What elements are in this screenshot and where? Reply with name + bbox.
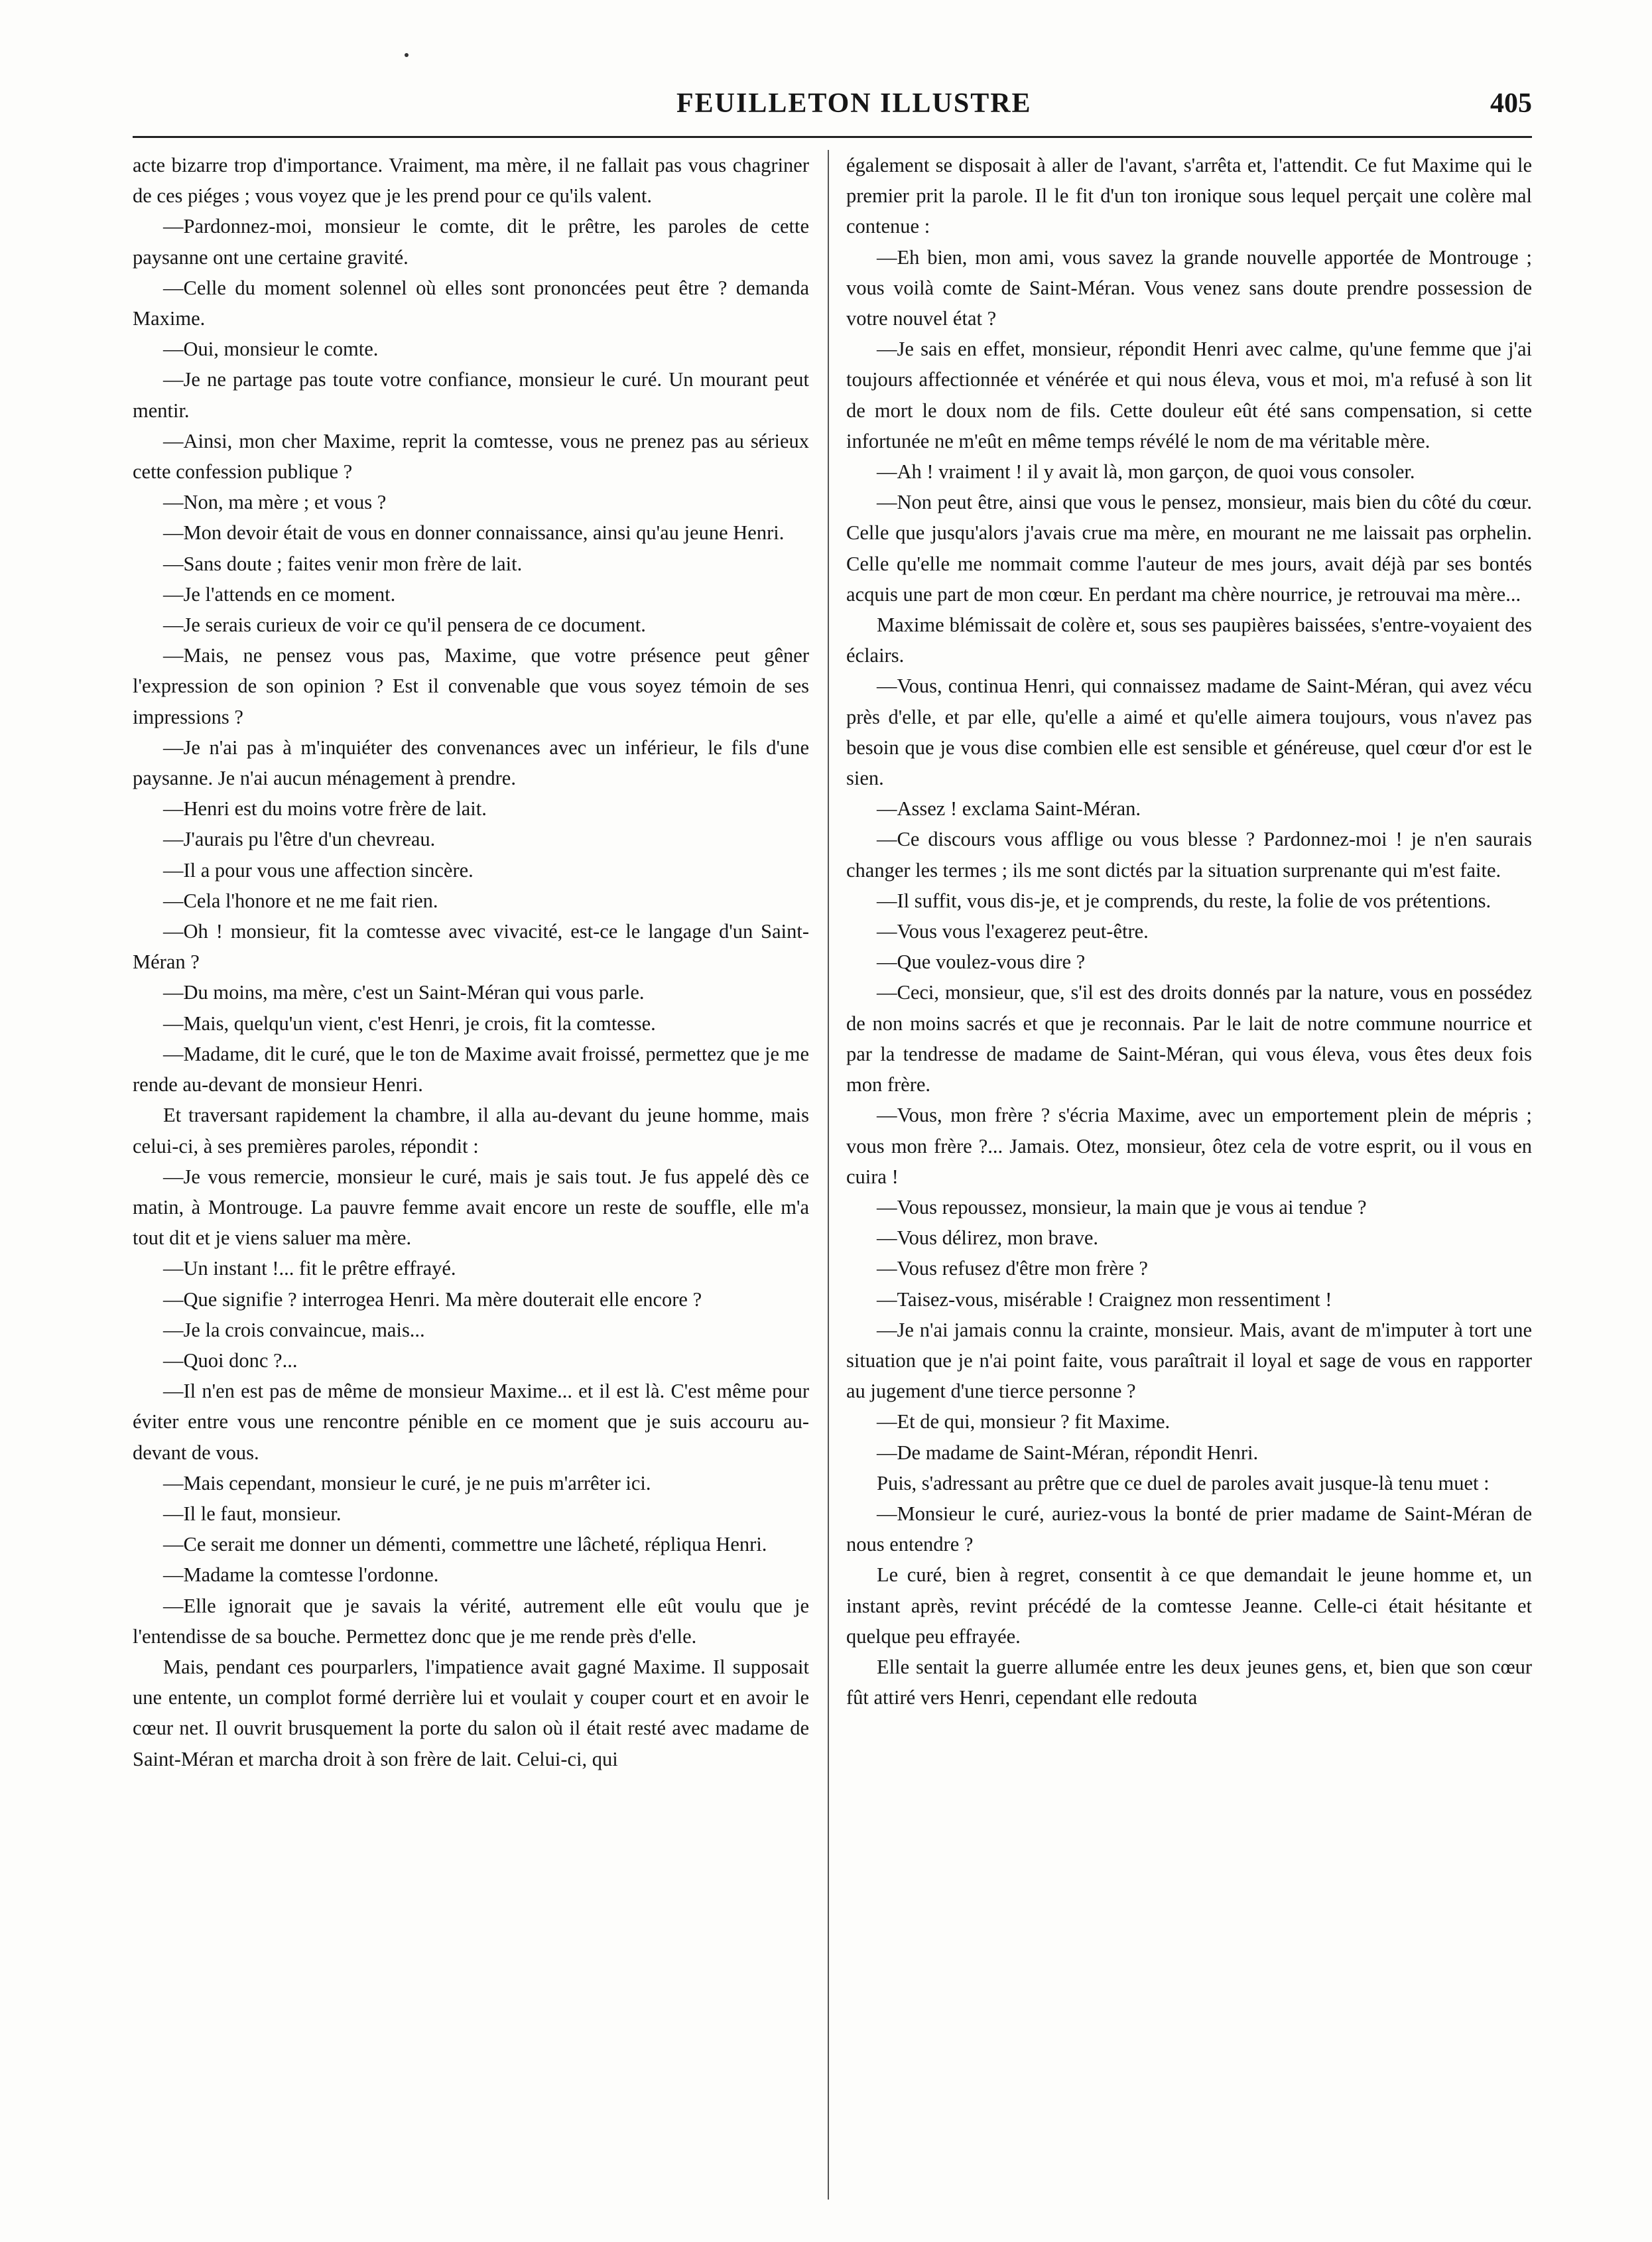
paragraph: —Un instant !... fit le prêtre effrayé. <box>163 1257 456 1280</box>
paragraph: Et traversant rapidement la chambre, il alla au-devant du jeune homme, mais celui-ci, à ses premières paroles, répondit : <box>133 1104 809 1157</box>
paragraph: —Que voulez-vous dire ? <box>877 951 1086 974</box>
paragraph: —Sans doute ; faites venir mon frère de lait. <box>163 552 523 575</box>
page-header <box>133 85 1532 131</box>
paragraph: —J'aurais pu l'être d'un chevreau. <box>163 828 436 851</box>
paragraph: —Du moins, ma mère, c'est un Saint-Méran qui vous parle. <box>163 981 645 1004</box>
paragraph: —Celle du moment solennel où elles sont prononcées peut être ? demanda Maxime. <box>133 276 809 330</box>
paragraph: —Je serais curieux de voir ce qu'il pensera de ce document. <box>163 614 646 637</box>
paragraph: Mais, pendant ces pourparlers, l'impatience avait gagné Maxime. Il supposait une entente, un complot formé derrière lui et voulait y couper court et en avoir le cœur net. Il ouvrit brusquement la porte du salon où il était resté avec madame de Saint-Méran et marcha droit à son frère de lait. Celui-ci, qui <box>133 1655 809 1770</box>
paragraph: —De madame de Saint-Méran, répondit Henri. <box>877 1441 1259 1464</box>
paragraph: Puis, s'adressant au prêtre que ce duel de paroles avait jusque-là tenu muet : <box>877 1471 1490 1494</box>
paragraph: —Vous, continua Henri, qui connaissez madame de Saint-Méran, qui avez vécu près d'elle, et par elle, qu'elle a aimé et qu'elle aimera toujours, vous n'avez pas besoin que je vous dise combien elle est sensible et généreuse, quel cœur d'or est le sien. <box>846 675 1532 790</box>
paragraph: —Madame, dit le curé, que le ton de Maxime avait froissé, permettez que je me rende au-devant de monsieur Henri. <box>133 1042 809 1096</box>
paragraph: —Mais cependant, monsieur le curé, je ne puis m'arrêter ici. <box>163 1471 651 1494</box>
paragraph: Le curé, bien à regret, consentit à ce que demandait le jeune homme et, un instant après, revint précédé de la comtesse Jeanne. Celle-ci était hésitante et quelque peu effrayée. <box>846 1563 1532 1648</box>
paragraph: —Vous repoussez, monsieur, la main que je vous ai tendue ? <box>877 1195 1367 1219</box>
paragraph: —Quoi donc ?... <box>163 1349 298 1372</box>
paragraph: —Ceci, monsieur, que, s'il est des droits donnés par la nature, vous en possédez de non moins sacrés et que je reconnais. Par le lait de notre commune nourrice et par la tendresse de madame de Saint-Méran, qui vous éleva, vous êtes deux fois mon frère. <box>846 981 1532 1096</box>
paragraph: —Ah ! vraiment ! il y avait là, mon garçon, de quoi vous consoler. <box>877 460 1415 484</box>
paragraph: —Madame la comtesse l'ordonne. <box>163 1563 439 1587</box>
paragraph: —Vous délirez, mon brave. <box>877 1226 1099 1250</box>
paragraph: —Je n'ai pas à m'inquiéter des convenances avec un inférieur, le fils d'une paysanne. Je n'ai aucun ménagement à prendre. <box>133 736 809 790</box>
paragraph: également se disposait à aller de l'avant, s'arrêta et, l'attendit. Ce fut Maxime qui le premier prit la parole. Il le fit d'un ton ironique sous lequel perçait une colère mal contenue : <box>846 154 1532 238</box>
paragraph: —Je sais en effet, monsieur, répondit Henri avec calme, qu'une femme que j'ai toujours affectionnée et vénérée et qui nous éleva, vous et moi, m'a refusé à son lit de mort le doux nom de fils. Cette douleur eût été sans compensation, si cette infortunée ne m'eût en même temps révélé le nom de ma véritable mère. <box>846 338 1532 452</box>
paragraph: —Henri est du moins votre frère de lait. <box>163 797 487 821</box>
paragraph: Maxime blémissait de colère et, sous ses paupières baissées, s'entre-voyaient des éclairs. <box>846 614 1532 667</box>
paragraph: —Non, ma mère ; et vous ? <box>163 491 387 514</box>
left-column <box>133 150 809 2206</box>
paragraph: —Assez ! exclama Saint-Méran. <box>877 797 1141 821</box>
paragraph: —Ce serait me donner un démenti, commettre une lâcheté, répliqua Henri. <box>163 1533 767 1556</box>
paragraph: —Je la crois convaincue, mais... <box>163 1318 425 1341</box>
paragraph: —Je l'attends en ce moment. <box>163 582 396 606</box>
paragraph: —Mon devoir était de vous en donner connaissance, ainsi qu'au jeune Henri. <box>163 521 785 545</box>
header-rule <box>133 136 1532 138</box>
paragraph: —Vous vous l'exagerez peut-être. <box>877 920 1149 943</box>
paragraph: —Ainsi, mon cher Maxime, reprit la comtesse, vous ne prenez pas au sérieux cette confession publique ? <box>133 429 809 484</box>
running-title: FEUILLETON ILLUSTRE <box>676 88 1032 119</box>
paragraph: —Vous, mon frère ? s'écria Maxime, avec un emportement plein de mépris ; vous mon frère ?... Jamais. Otez, monsieur, ôtez cela de votre esprit, ou il vous en cuira ! <box>846 1104 1532 1188</box>
paragraph: —Je n'ai jamais connu la crainte, monsieur. Mais, avant de m'imputer à tort une situation que je n'ai point faite, vous paraîtrait il loyal et sage de vous en rapporter au jugement d'une tierce personne ? <box>846 1318 1532 1403</box>
paragraph: —Mais, ne pensez vous pas, Maxime, que votre présence peut gêner l'expression de son opinion ? Est il convenable que vous soyez témoin de ses impressions ? <box>133 644 809 728</box>
paragraph: —Eh bien, mon ami, vous savez la grande nouvelle apportée de Montrouge ; vous voilà comte de Saint-Méran. Vous venez sans doute prendre possession de votre nouvel état ? <box>846 245 1532 330</box>
paragraph: —Que signifie ? interrogea Henri. Ma mère douterait elle encore ? <box>163 1287 702 1311</box>
paragraph: —Taisez-vous, misérable ! Craignez mon ressentiment ! <box>877 1287 1332 1311</box>
right-column <box>846 150 1532 2206</box>
column-divider <box>828 150 829 2200</box>
paragraph: —Oh ! monsieur, fit la comtesse avec vivacité, est-ce le langage d'un Saint-Méran ? <box>133 920 809 974</box>
paragraph: —Il le faut, monsieur. <box>163 1502 342 1525</box>
paragraph: —Elle ignorait que je savais la vérité, autrement elle eût voulu que je l'entendisse de sa bouche. Permettez donc que je me rende près d'elle. <box>133 1594 809 1648</box>
paragraph: —Je vous remercie, monsieur le curé, mais je sais tout. Je fus appelé dès ce matin, à Montrouge. La pauvre femme avait encore un reste de souffle, elle m'a tout dit et je viens saluer ma mère. <box>133 1165 809 1250</box>
paragraph: —Il suffit, vous dis-je, et je comprends, du reste, la folie de vos prétentions. <box>877 889 1492 912</box>
paragraph: —Je ne partage pas toute votre confiance, monsieur le curé. Un mourant peut mentir. <box>133 368 809 422</box>
paragraph: —Il n'en est pas de même de monsieur Maxime... et il est là. C'est même pour éviter entre vous une rencontre pénible en ce moment que je suis accouru au-devant de vous. <box>133 1380 809 1464</box>
paragraph: acte bizarre trop d'importance. Vraiment, ma mère, il ne fallait pas vous chagriner de ces piéges ; vous voyez que je les prend pour ce qu'ils valent. <box>133 154 809 208</box>
paragraph: —Oui, monsieur le comte. <box>163 338 379 361</box>
paragraph: —Non peut être, ainsi que vous le pensez, monsieur, mais bien du côté du cœur. Celle que jusqu'alors j'avais crue ma mère, en mourant ne me laissait pas orphelin. Celle qu'elle me nommait comme l'auteur de mes jours, avait déjà par ses bontés acquis une part de mon cœur. En perdant ma chère nourrice, je retrouvai ma mère... <box>846 491 1532 606</box>
paragraph: —Cela l'honore et ne me fait rien. <box>163 889 438 912</box>
page-number: 405 <box>1490 88 1532 119</box>
paragraph: —Monsieur le curé, auriez-vous la bonté de prier madame de Saint-Méran de nous entendre ? <box>846 1502 1532 1556</box>
paragraph: —Mais, quelqu'un vient, c'est Henri, je crois, fit la comtesse. <box>163 1012 656 1035</box>
ink-speck <box>405 53 409 57</box>
paragraph: —Ce discours vous afflige ou vous blesse ? Pardonnez-moi ! je n'en saurais changer les termes ; ils me sont dictés par la situation surprenante qui m'est faite. <box>846 828 1532 882</box>
paragraph: —Pardonnez-moi, monsieur le comte, dit le prêtre, les paroles de cette paysanne ont une certaine gravité. <box>133 215 809 269</box>
paragraph: —Vous refusez d'être mon frère ? <box>877 1257 1148 1280</box>
paragraph: —Et de qui, monsieur ? fit Maxime. <box>877 1410 1171 1433</box>
paragraph: —Il a pour vous une affection sincère. <box>163 858 474 882</box>
paragraph: Elle sentait la guerre allumée entre les deux jeunes gens, et, bien que son cœur fût attiré vers Henri, cependant elle redouta <box>846 1655 1532 1709</box>
